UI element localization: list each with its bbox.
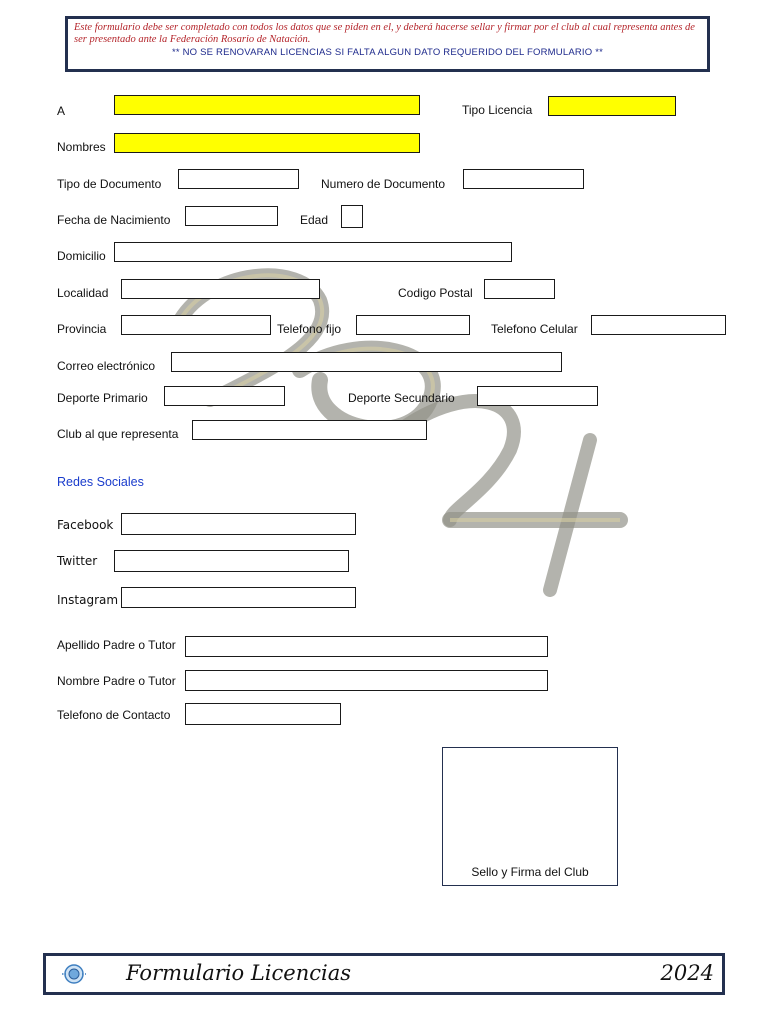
label-telefono-contacto: Telefono de Contacto: [57, 708, 171, 722]
label-correo: Correo electrónico: [57, 359, 156, 373]
field-provincia[interactable]: [121, 315, 271, 335]
footer-year: 2024: [660, 961, 714, 985]
label-fecha-nacimiento: Fecha de Nacimiento: [57, 213, 171, 227]
label-deporte-secundario: Deporte Secundario: [348, 391, 455, 405]
field-deporte-secundario[interactable]: [477, 386, 598, 406]
field-nombre-padre[interactable]: [185, 670, 548, 691]
field-club[interactable]: [192, 420, 427, 440]
field-telefono-contacto[interactable]: [185, 703, 341, 725]
field-instagram[interactable]: [121, 587, 356, 608]
field-deporte-primario[interactable]: [164, 386, 285, 406]
label-a: A: [57, 104, 66, 118]
label-codigo-postal: Codigo Postal: [398, 286, 473, 300]
field-nombres[interactable]: [114, 133, 420, 153]
label-instagram: Instagram: [57, 593, 119, 607]
field-tipo-documento[interactable]: [178, 169, 299, 189]
label-twitter: Twitter: [57, 554, 98, 568]
label-localidad: Localidad: [57, 286, 109, 300]
field-localidad[interactable]: [121, 279, 320, 299]
label-deporte-primario: Deporte Primario: [57, 391, 148, 405]
field-fecha-nacimiento[interactable]: [185, 206, 278, 226]
field-correo[interactable]: [171, 352, 562, 372]
footer-title: Formulario Licencias: [126, 961, 352, 985]
field-numero-documento[interactable]: [463, 169, 584, 189]
label-edad: Edad: [300, 213, 329, 227]
club-stamp-signature-box[interactable]: [442, 747, 618, 886]
label-provincia: Provincia: [57, 322, 107, 336]
label-telefono-celular: Telefono Celular: [491, 322, 578, 336]
label-club: Club al que representa: [57, 427, 179, 441]
instructions-notice: [65, 16, 710, 72]
label-facebook: Facebook: [57, 518, 114, 532]
label-numero-documento: Numero de Documento: [321, 177, 446, 191]
field-apellido-padre[interactable]: [185, 636, 548, 657]
federation-logo-icon: [60, 962, 88, 986]
field-facebook[interactable]: [121, 513, 356, 535]
notice-text: Este formulario debe ser completado con todos los datos que se piden en el, y deberá hacerse sellar y firmar por el club al cual representa antes de ser presentado ante la Federación Rosario de Natación.: [74, 22, 695, 45]
label-nombre-padre: Nombre Padre o Tutor: [57, 674, 176, 688]
stamp-label: Sello y Firma del Club: [471, 865, 589, 879]
field-telefono-fijo[interactable]: [356, 315, 470, 335]
field-domicilio[interactable]: [114, 242, 512, 262]
field-tipo-licencia[interactable]: [548, 96, 676, 116]
section-redes-sociales: Redes Sociales: [57, 475, 144, 489]
field-edad[interactable]: [341, 205, 363, 228]
field-a[interactable]: [114, 95, 420, 115]
footer-banner: [43, 953, 725, 995]
label-domicilio: Domicilio: [57, 249, 106, 263]
notice-warning: ** NO SE RENOVARAN LICENCIAS SI FALTA ALGUN DATO REQUERIDO DEL FORMULARIO **: [171, 47, 603, 58]
field-codigo-postal[interactable]: [484, 279, 555, 299]
label-tipo-licencia: Tipo Licencia: [462, 103, 533, 117]
field-telefono-celular[interactable]: [591, 315, 726, 335]
label-telefono-fijo: Telefono fijo: [277, 322, 342, 336]
label-nombres: Nombres: [57, 140, 106, 154]
label-tipo-documento: Tipo de Documento: [57, 177, 162, 191]
label-apellido-padre: Apellido Padre o Tutor: [57, 638, 176, 652]
field-twitter[interactable]: [114, 550, 349, 572]
